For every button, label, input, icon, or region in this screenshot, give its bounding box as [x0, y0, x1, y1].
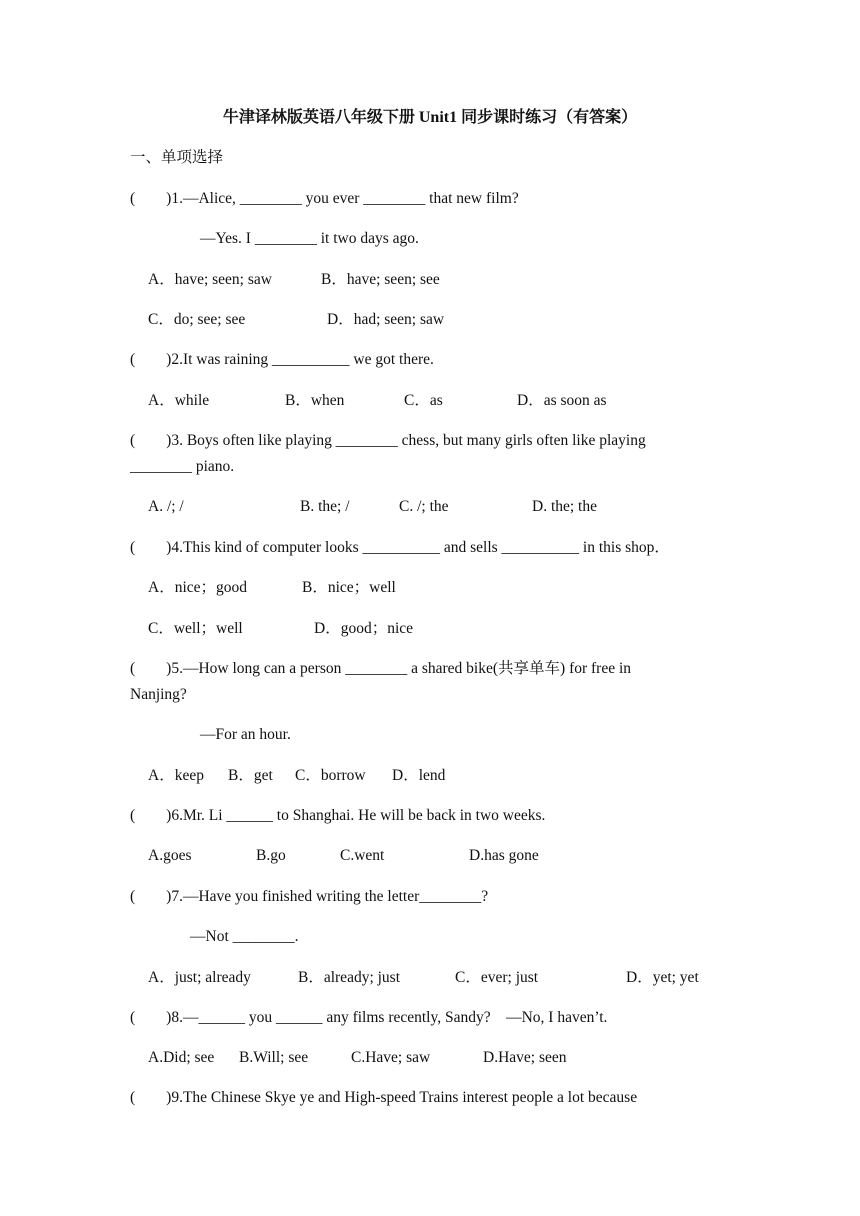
question-3-option-d: D. the; the [532, 498, 597, 515]
question-9-stem: ( )9.The Chinese Skye ye and High-speed Trains interest people a lot because [130, 1089, 638, 1106]
question-2-option-b: B．when [285, 392, 345, 409]
question-2-option-a: A．while [148, 392, 210, 409]
question-5-stem: ( )5.—How long can a person ________ a shared bike(共享单车) for free in [130, 660, 632, 677]
question-8-option-b: B.Will; see [239, 1049, 309, 1066]
question-1-option-a: A．have; seen; saw [148, 271, 272, 288]
question-5-option-a: A．keep [148, 767, 204, 784]
question-8-option-d: D.Have; seen [483, 1049, 567, 1066]
question-8-option-a: A.Did; see [148, 1049, 215, 1066]
question-5-option-b: B．get [228, 767, 273, 784]
question-2-option-c: C．as [404, 392, 443, 409]
question-3-stem: ( )3. Boys often like playing ________ chess, but many girls often like playing [130, 432, 646, 449]
question-6-option-b: B.go [256, 847, 286, 864]
question-1-option-d: D．had; seen; saw [327, 311, 445, 328]
question-8-option-c: C.Have; saw [351, 1049, 431, 1066]
question-7-option-c: C．ever; just [455, 969, 539, 986]
question-4-option-d: D．good；nice [314, 620, 414, 637]
question-5-sub: —For an hour. [200, 726, 291, 743]
question-1-stem: ( )1.—Alice, ________ you ever ________ that new film? [130, 190, 519, 207]
question-7-option-a: A．just; already [148, 969, 251, 986]
question-6-option-d: D.has gone [469, 847, 539, 864]
question-2-option-d: D．as soon as [517, 392, 607, 409]
section-heading: 一、单项选择 [130, 149, 224, 166]
question-4-option-b: B．nice；well [302, 579, 396, 596]
question-8-stem: ( )8.—______ you ______ any films recently, Sandy? —No, I haven’t. [130, 1009, 608, 1026]
question-6-option-c: C.went [340, 847, 385, 864]
question-6-stem: ( )6.Mr. Li ______ to Shanghai. He will be back in two weeks. [130, 807, 546, 824]
question-3-option-b: B. the; / [300, 498, 350, 515]
question-5-option-c: C．borrow [295, 767, 366, 784]
question-4-option-a: A．nice；good [148, 579, 248, 596]
question-7-sub: —Not ________. [190, 928, 299, 945]
question-3-option-a: A. /; / [148, 498, 184, 515]
question-1-option-c: C．do; see; see [148, 311, 246, 328]
question-5-option-d: D．lend [392, 767, 446, 784]
question-7-option-d: D．yet; yet [626, 969, 699, 986]
question-1-sub: —Yes. I ________ it two days ago. [200, 230, 419, 247]
question-7-option-b: B．already; just [298, 969, 401, 986]
question-2-stem: ( )2.It was raining __________ we got there. [130, 351, 434, 368]
question-1-option-b: B．have; seen; see [321, 271, 440, 288]
question-4-option-c: C．well；well [148, 620, 243, 637]
page-title: 牛津译林版英语八年级下册 Unit1 同步课时练习（有答案） [222, 109, 638, 126]
question-3-stem-continued: ________ piano. [130, 458, 235, 475]
question-4-stem: ( )4.This kind of computer looks __________ and sells __________ in this shop． [130, 539, 670, 556]
question-7-stem: ( )7.—Have you finished writing the letter________? [130, 888, 489, 905]
question-3-option-c: C. /; the [399, 498, 449, 515]
question-5-stem-continued: Nanjing? [130, 686, 187, 703]
question-6-option-a: A.goes [148, 847, 192, 864]
